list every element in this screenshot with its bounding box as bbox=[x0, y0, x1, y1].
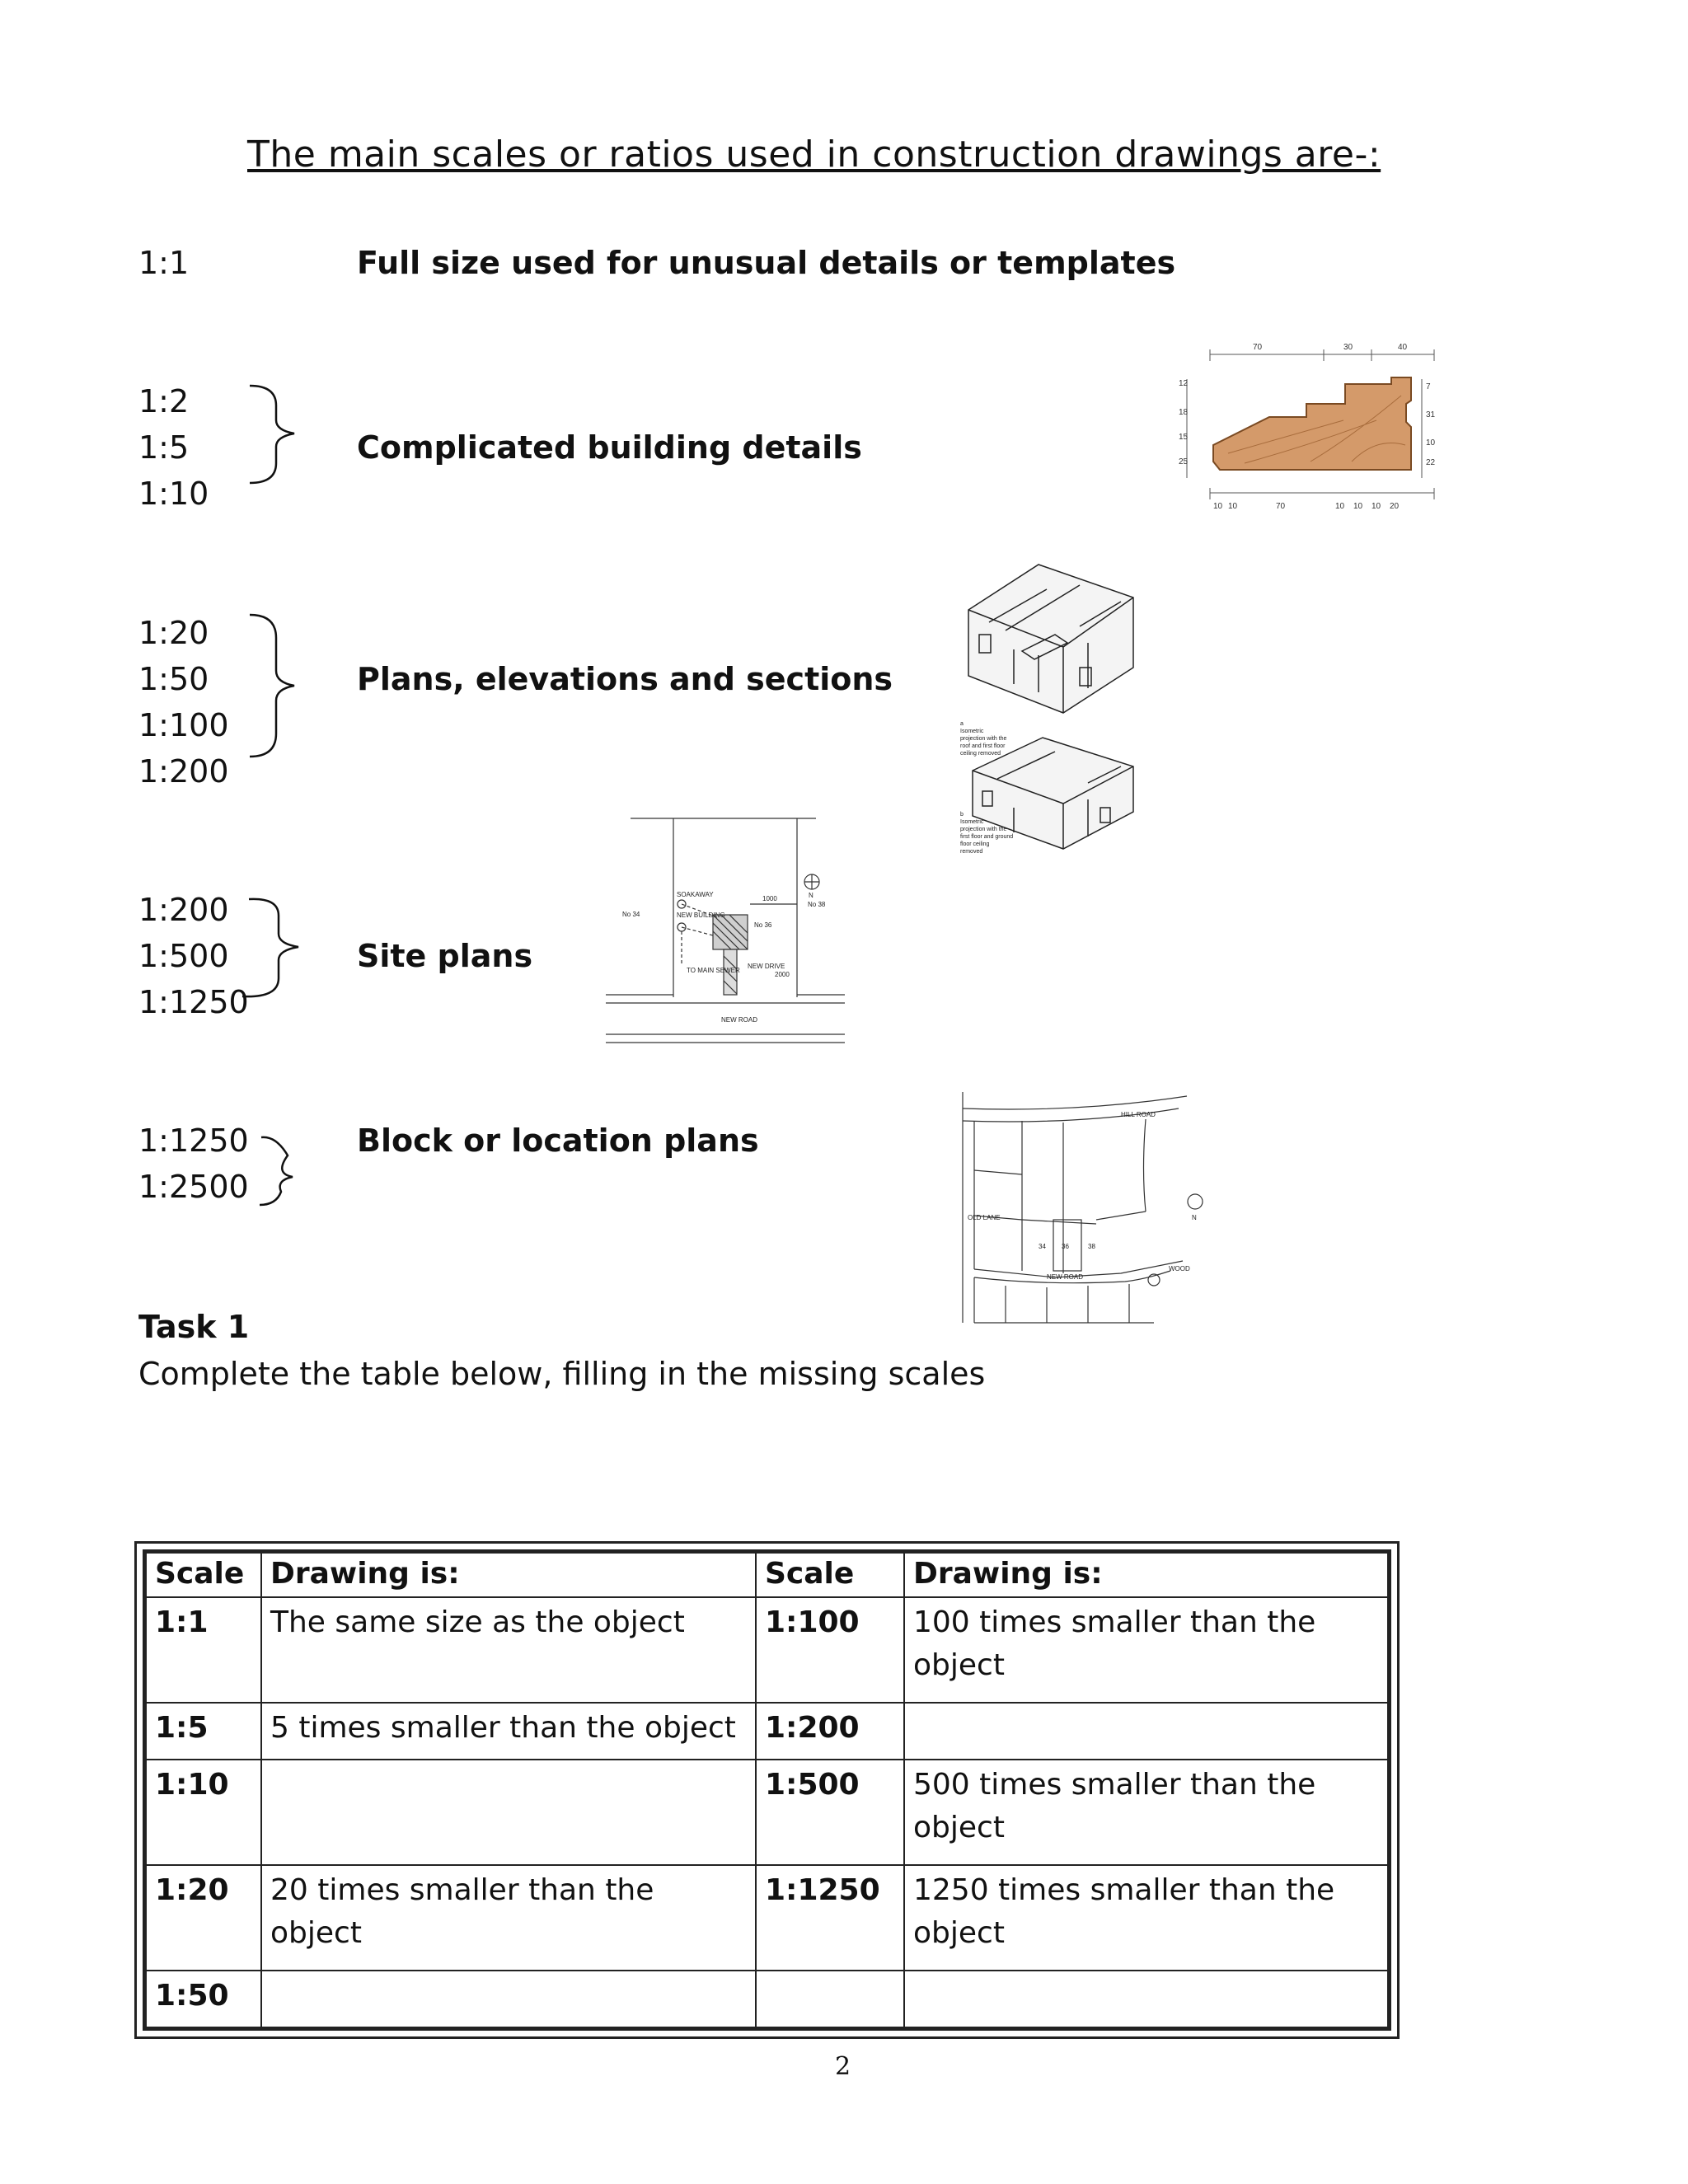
iso-caption: removed bbox=[960, 849, 983, 855]
table-cell[interactable] bbox=[261, 1971, 756, 2028]
dimension-label: 7 bbox=[1426, 382, 1431, 391]
dimension-label: 10 bbox=[1353, 502, 1363, 511]
dimension-label: 25 bbox=[1179, 457, 1189, 466]
block-label: 38 bbox=[1088, 1243, 1095, 1250]
site-label: No 34 bbox=[622, 911, 640, 918]
site-label: NEW ROAD bbox=[721, 1016, 757, 1024]
table-cell: 1:200 bbox=[756, 1703, 904, 1760]
dimension-label: 12 bbox=[1179, 379, 1189, 388]
table-cell[interactable] bbox=[904, 1971, 1388, 2028]
block-label: WOOD bbox=[1169, 1265, 1190, 1272]
scale-label: 1:50 bbox=[138, 661, 209, 697]
task-title: Task 1 bbox=[138, 1309, 250, 1345]
table-cell[interactable]: 1250 times smaller than the object bbox=[904, 1865, 1388, 1971]
brace-icon bbox=[243, 610, 301, 762]
dimension-label: 20 bbox=[1390, 502, 1400, 511]
iso-caption: b bbox=[960, 812, 964, 818]
table-cell bbox=[756, 1971, 904, 2028]
table-header: Scale bbox=[146, 1553, 261, 1597]
table-cell: 1:100 bbox=[756, 1597, 904, 1703]
scale-description: Block or location plans bbox=[357, 1122, 759, 1159]
dimension-label: 10 bbox=[1335, 502, 1345, 511]
dimension-label: 30 bbox=[1343, 343, 1353, 352]
scale-label: 1:20 bbox=[138, 615, 209, 651]
scale-label: 1:2 bbox=[138, 383, 190, 419]
dimension-label: 70 bbox=[1276, 502, 1286, 511]
block-label: 36 bbox=[1062, 1243, 1069, 1250]
iso-caption: Isometric bbox=[960, 819, 984, 825]
site-label: NEW DRIVE bbox=[748, 963, 785, 970]
dimension-label: 10 bbox=[1426, 438, 1436, 448]
table-cell[interactable] bbox=[904, 1703, 1388, 1760]
scales-table bbox=[134, 1541, 1400, 2039]
site-label: NEW BUILDING bbox=[677, 912, 725, 919]
dimension-label: 70 bbox=[1253, 343, 1263, 352]
table-cell[interactable]: 20 times smaller than the object bbox=[261, 1865, 756, 1971]
table-cell[interactable]: The same size as the object bbox=[261, 1597, 756, 1703]
brace-icon bbox=[239, 894, 305, 1001]
scale-label: 1:200 bbox=[138, 892, 229, 928]
table-row bbox=[146, 1865, 1388, 1971]
scale-label: 1:200 bbox=[138, 753, 229, 790]
table-row bbox=[146, 1760, 1388, 1865]
block-label: 34 bbox=[1039, 1243, 1046, 1250]
table-cell[interactable] bbox=[261, 1760, 756, 1865]
dimension-label: 10 bbox=[1213, 502, 1223, 511]
iso-caption: roof and first floor bbox=[960, 743, 1006, 749]
scale-description: Plans, elevations and sections bbox=[357, 661, 893, 697]
page-number: 2 bbox=[835, 2052, 851, 2081]
table-cell: 1:1 bbox=[146, 1597, 261, 1703]
iso-caption: projection with the bbox=[960, 736, 1007, 742]
scale-label: 1:1250 bbox=[138, 1122, 249, 1159]
table-header: Drawing is: bbox=[904, 1553, 1388, 1597]
table-header: Drawing is: bbox=[261, 1553, 756, 1597]
block-label: OLD LANE bbox=[968, 1214, 1001, 1221]
site-label: SOAKAWAY bbox=[677, 891, 714, 898]
site-label: N bbox=[809, 892, 814, 899]
scale-label: 1:2500 bbox=[138, 1169, 249, 1205]
block-label: HILL ROAD bbox=[1121, 1111, 1156, 1118]
iso-caption: ceiling removed bbox=[960, 751, 1001, 757]
scale-description: Complicated building details bbox=[357, 429, 862, 466]
block-label: N bbox=[1192, 1214, 1197, 1221]
iso-caption: a bbox=[960, 721, 964, 727]
brace-icon bbox=[243, 381, 301, 488]
scale-label: 1:5 bbox=[138, 429, 190, 466]
task-instruction: Complete the table below, filling in the missing scales bbox=[138, 1356, 986, 1392]
page-title: The main scales or ratios used in construction drawings are-: bbox=[247, 134, 1381, 176]
table-cell: 1:5 bbox=[146, 1703, 261, 1760]
moulding-detail-drawing bbox=[1170, 338, 1442, 527]
dimension-label: 15 bbox=[1179, 433, 1189, 442]
site-label: TO MAIN SEWER bbox=[687, 967, 740, 974]
table-cell: 1:10 bbox=[146, 1760, 261, 1865]
iso-caption: floor ceiling bbox=[960, 841, 990, 847]
scale-label: 1:500 bbox=[138, 938, 229, 974]
block-plan-drawing bbox=[956, 1088, 1220, 1327]
block-label: NEW ROAD bbox=[1047, 1273, 1083, 1281]
dimension-label: 10 bbox=[1228, 502, 1238, 511]
table-row bbox=[146, 1597, 1388, 1703]
scale-label: 1:10 bbox=[138, 476, 209, 512]
site-label: No 36 bbox=[754, 921, 772, 929]
table-cell: 1:20 bbox=[146, 1865, 261, 1971]
table-row bbox=[146, 1971, 1388, 2028]
table-cell: 1:500 bbox=[756, 1760, 904, 1865]
dimension-label: 10 bbox=[1372, 502, 1381, 511]
scale-label: 1:100 bbox=[138, 707, 229, 743]
site-label: 2000 bbox=[775, 971, 790, 978]
scale-description: Site plans bbox=[357, 938, 533, 974]
table-cell[interactable]: 5 times smaller than the object bbox=[261, 1703, 756, 1760]
table-row bbox=[146, 1703, 1388, 1760]
dimension-label: 31 bbox=[1426, 410, 1436, 419]
scale-description: Full size used for unusual details or templates bbox=[357, 245, 1176, 281]
dimension-label: 22 bbox=[1426, 458, 1436, 467]
table-header: Scale bbox=[756, 1553, 904, 1597]
table-cell[interactable]: 100 times smaller than the object bbox=[904, 1597, 1388, 1703]
isometric-house-drawing bbox=[956, 552, 1158, 857]
site-plan-drawing bbox=[606, 812, 853, 1047]
table-cell: 1:50 bbox=[146, 1971, 261, 2028]
brace-icon bbox=[251, 1129, 309, 1212]
site-label: No 38 bbox=[808, 901, 826, 908]
table-cell[interactable]: 500 times smaller than the object bbox=[904, 1760, 1388, 1865]
dimension-label: 40 bbox=[1398, 343, 1408, 352]
iso-caption: first floor and ground bbox=[960, 834, 1014, 840]
scale-label: 1:1250 bbox=[138, 984, 249, 1020]
iso-caption: projection with the bbox=[960, 827, 1007, 832]
table-cell: 1:1250 bbox=[756, 1865, 904, 1971]
iso-caption: Isometric bbox=[960, 729, 984, 734]
scale-label: 1:1 bbox=[138, 245, 190, 281]
site-label: 1000 bbox=[762, 895, 777, 902]
dimension-label: 18 bbox=[1179, 408, 1189, 417]
